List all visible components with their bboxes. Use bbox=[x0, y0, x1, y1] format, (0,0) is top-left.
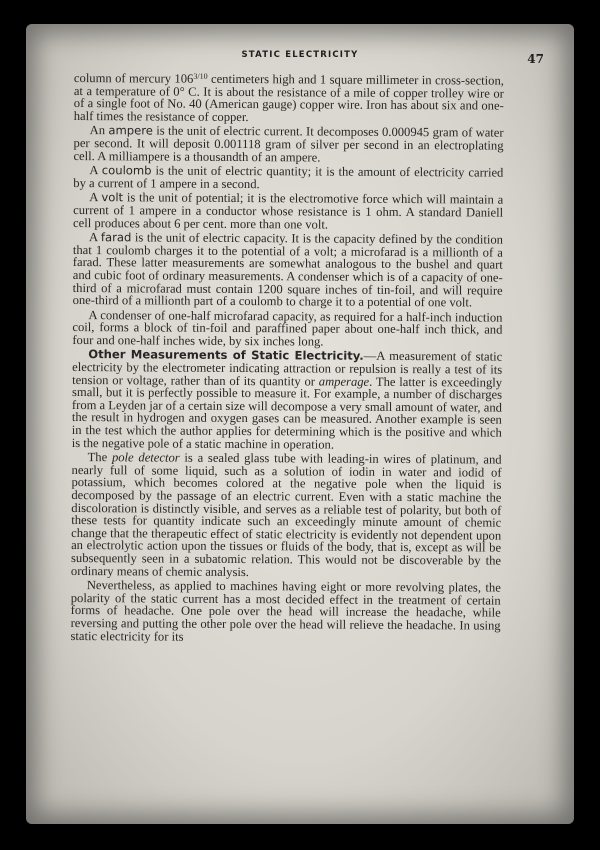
paragraph-text: is the unit of electric capacity. It is the capacity defined by the condition that 1 coulomb charges it to the potential of a volt; a microfarad is a millionth of a farad. These latter measurements are somewhat analogous to the bushel and quart and cubic foot of ordinary measurements. A condenser which is of a capacity of one-third of a microfarad must contain 1200 square inches of tin-foil, and will require one-third of a millionth part of a coulomb to charge it to a potential of one volt. bbox=[72, 230, 503, 310]
page-body bbox=[69, 70, 504, 813]
section-heading: Other Measurements of Static Electricity. bbox=[88, 347, 364, 364]
paragraph-mercury-resistance bbox=[74, 70, 504, 125]
italic-term: amperage bbox=[318, 374, 370, 389]
paragraph-text: —A measurement of static electricity by the electrometer indicating attraction or repulsion is really a test of its tension or voltage, rather than of its quantity or bbox=[72, 349, 503, 389]
paragraph-coulomb bbox=[73, 164, 503, 192]
paragraph-text: A condenser of one-half microfarad capacity, as required for a half-inch induction coil, forms a block of tin-foil and paraffined paper about one-half inch thick, and four and one-half inches wide, by six inches long. bbox=[72, 307, 503, 349]
page-number: 47 bbox=[527, 52, 544, 66]
paragraph-text: centimeters high and 1 square millimeter in cross-section, at a temperature of 0° C. It is about the resistance of a mile of copper trolley wire or of a single foot of No. 40 (American gauge) copper wire. Iron has about six and one-half times the resistance of copper. bbox=[73, 71, 504, 124]
term-coulomb: coulomb bbox=[101, 163, 152, 178]
paragraph-ampere bbox=[73, 124, 503, 164]
paragraph-text: Nevertheless, as applied to machines having eight or more revolving plates, the polarity of the static current has a most decided effect in the treatment of certain forms of headache. One pole over the head will increase the headache, while reversing and putting the other pole over the head will relieve the headache. In using static electricity for its bbox=[70, 578, 501, 644]
paragraph-condenser bbox=[72, 309, 502, 349]
running-head: STATIC ELECTRICITY bbox=[241, 50, 359, 60]
paragraph-text: is a sealed glass tube with leading-in wires of platinum, and nearly full of some liquid, such as a solution of iodin in water and iodid of potassium, which becomes colored at the negative pole when the liquid is decomposed by the passage of an electric current. Even with a static machine the discoloration is distinctly visible, and serves as a reliable test of polarity, but both of these tests for quantity indicate such an exceedingly minute amount of chemic change that the therapeutic effect of static electricity is evidently not dependent upon an electrolytic action upon the tissues or fluids of the body, that is, except as will be subsequently seen in a subatomic relation. This would not be discoverable by the ordinary means of chemic analysis. bbox=[70, 450, 502, 579]
paragraph-lead: A bbox=[89, 163, 102, 178]
term-farad: farad bbox=[100, 230, 132, 245]
paragraph-text: is the unit of electric current. It decomposes 0.000945 gram of water per second. It will deposit 0.001118 gram of silver per second in an electroplating cell. A milliampere is a thousandth of an ampere. bbox=[73, 123, 504, 165]
paragraph-volt bbox=[73, 191, 503, 231]
italic-term: pole detector bbox=[111, 450, 180, 465]
paragraph-text: is the unit of electric quantity; it is the amount of electricity carried by a current of 1 ampere in a second. bbox=[73, 163, 504, 191]
paragraph-text: column of mercury 106 bbox=[73, 70, 194, 86]
paragraph-headache bbox=[71, 579, 501, 645]
fraction-superscript: 3/10 bbox=[193, 71, 208, 81]
paragraph-text: . The latter is exceedingly small, but it is perfectly possible to measure it. For example, a number of discharges from a Leyden jar of a certain size will decompose a very small amount of water, and the result in hydrogen and oxygen gases can be measured. Another example is seen in the test which the author applies for determining which is the positive and which is the negative pole of a static machine in operation. bbox=[71, 374, 503, 452]
paragraph-text: is the unit of potential; it is the electromotive force which will maintain a current of 1 ampere in a conductor whose resistance is 1 ohm. A standard Daniell cell produces about 6 per cent. more than one volt. bbox=[73, 190, 504, 232]
page-header bbox=[74, 48, 544, 66]
paragraph-lead: The bbox=[87, 450, 113, 465]
paragraph-farad bbox=[73, 231, 503, 309]
paragraph-lead: A bbox=[88, 230, 101, 245]
paragraph-pole-detector bbox=[71, 451, 502, 580]
term-volt: volt bbox=[101, 190, 124, 205]
paragraph-other-measurements bbox=[72, 348, 503, 451]
term-ampere: ampere bbox=[108, 123, 153, 138]
paragraph-lead: A bbox=[89, 190, 102, 205]
paragraph-lead: An bbox=[89, 123, 109, 138]
book-page bbox=[26, 24, 574, 824]
